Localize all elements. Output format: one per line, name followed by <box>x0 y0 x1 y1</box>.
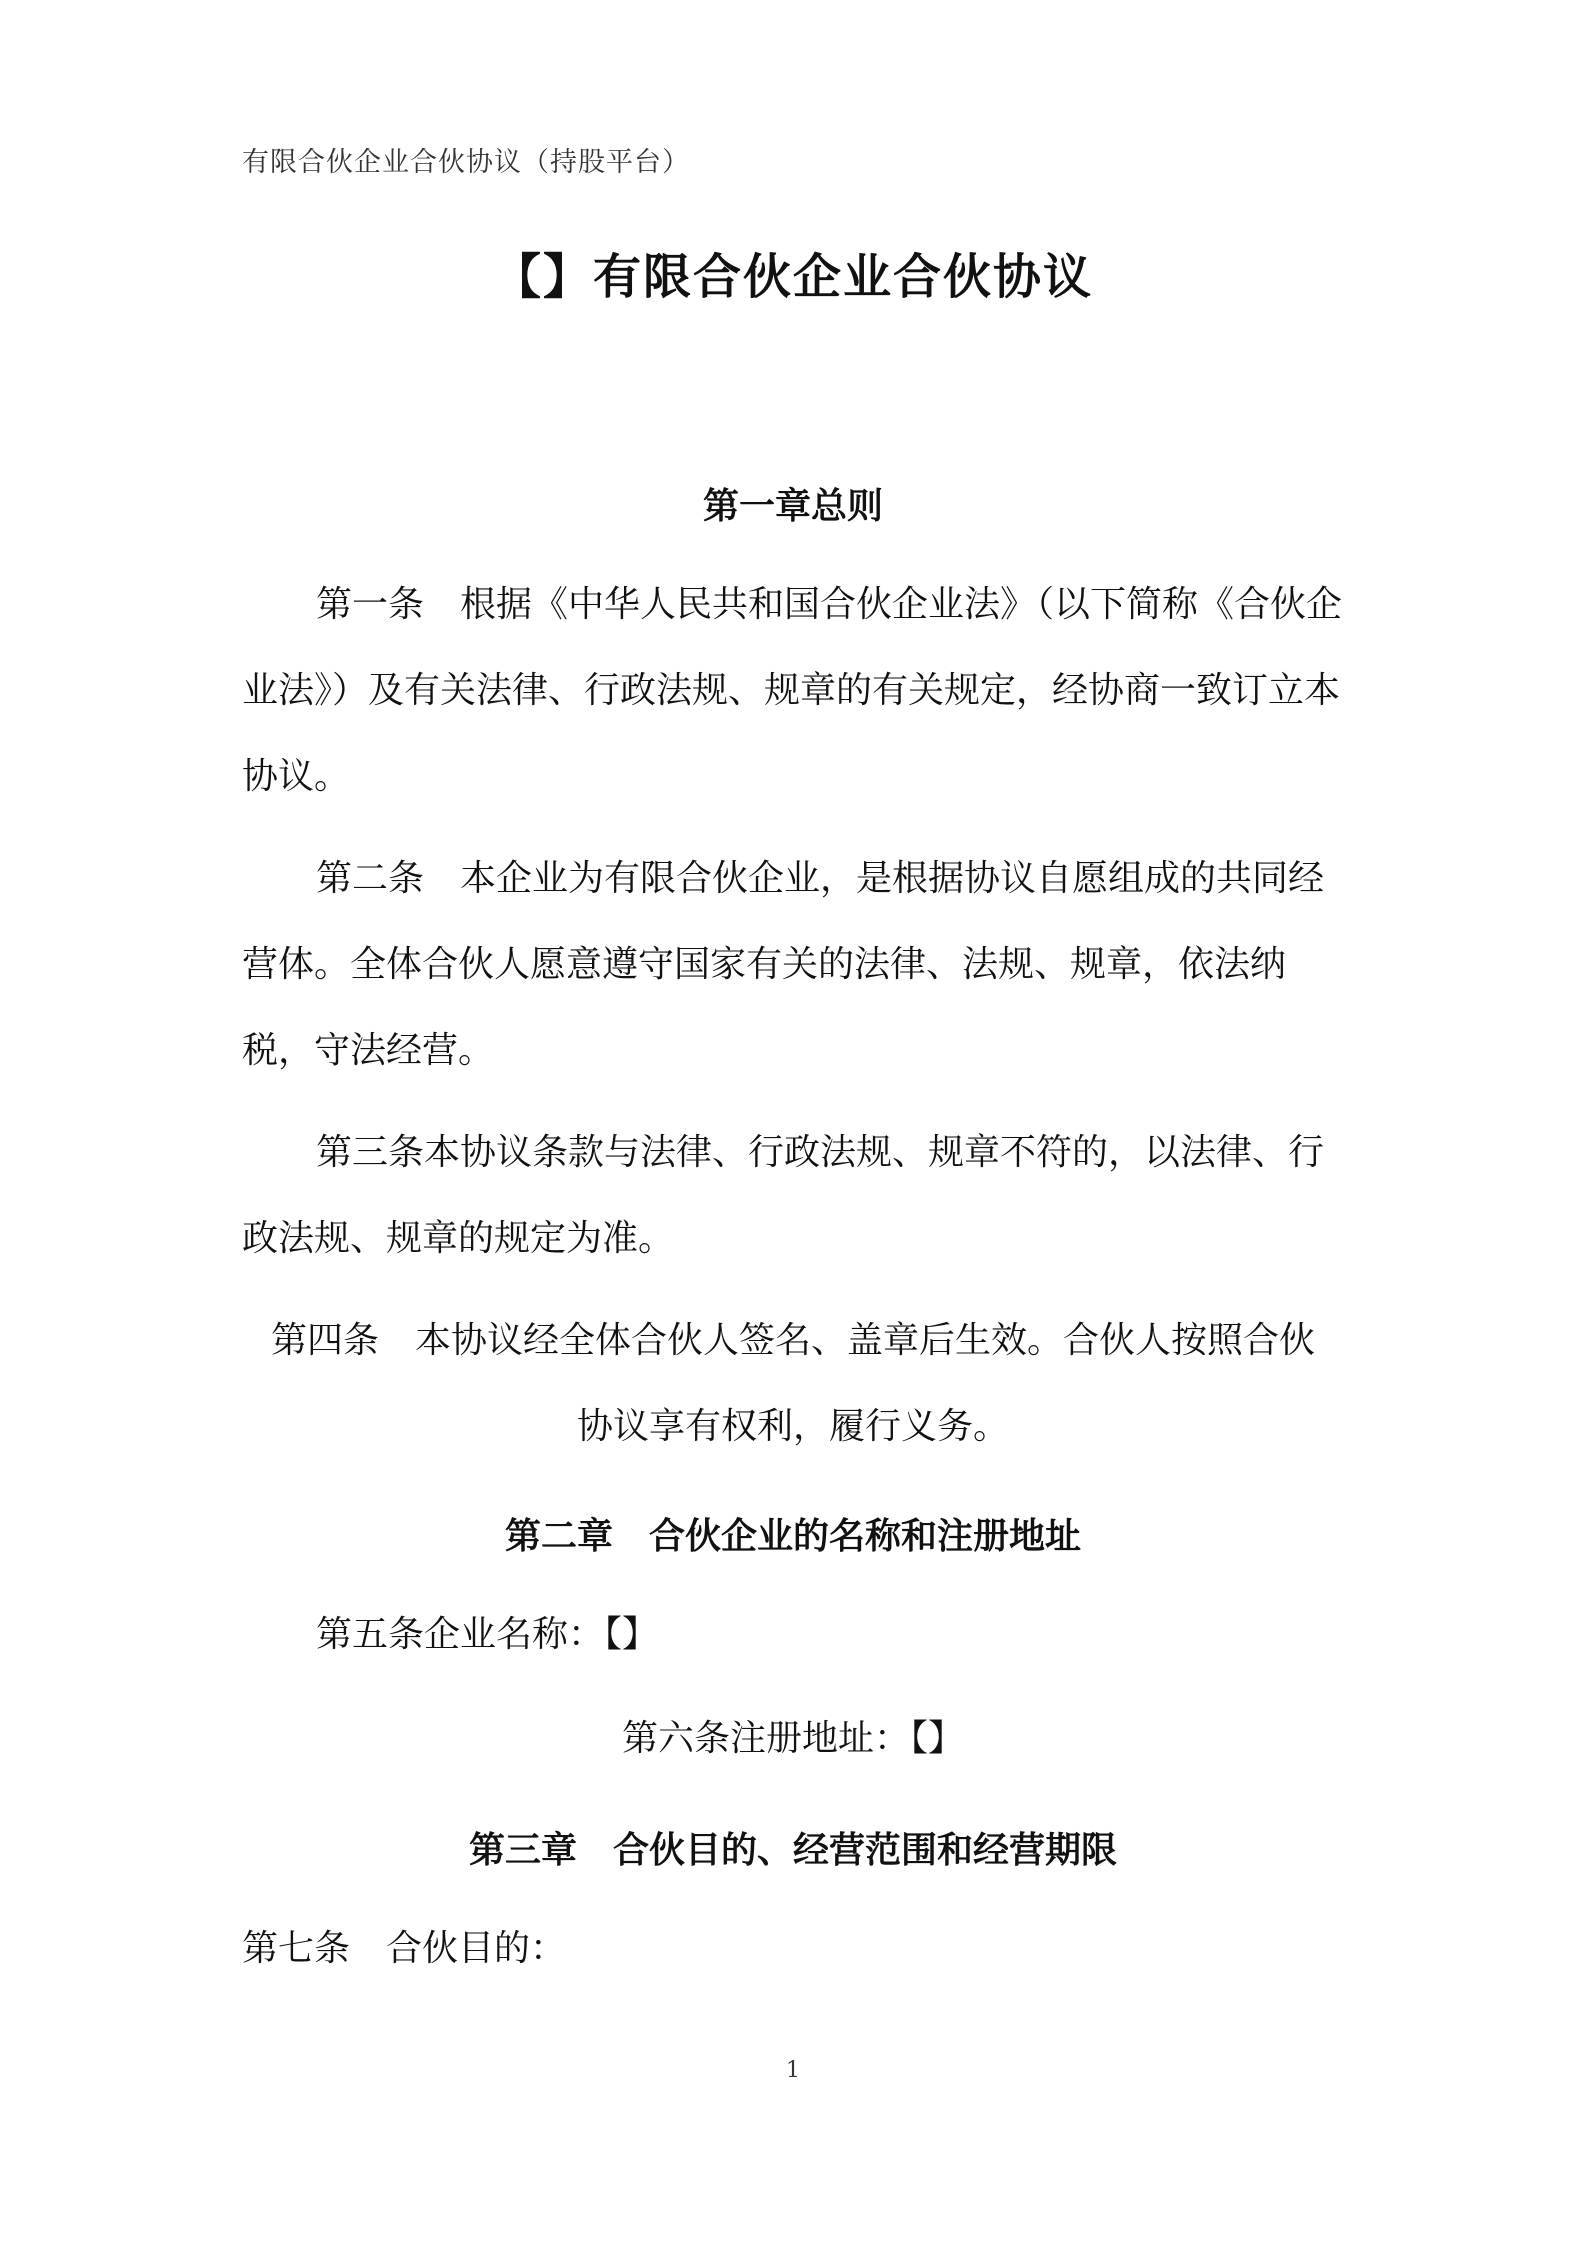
article-6: 第六条注册地址：【】 <box>621 1718 964 1759</box>
running-header: 有限合伙企业合伙协议（持股平台） <box>242 147 690 178</box>
article-2: 第二条 本企业为有限合伙企业，是根据协议自愿组成的共同经营体。全体合伙人愿意遵守国家有关的法律、法规、规章，依法纳税，守法经营。 <box>242 858 1325 1071</box>
document-title: 【】有限合伙企业合伙协议 <box>492 249 1093 305</box>
article-3: 第三条本协议条款与法律、行政法规、规章不符的，以法律、行政法规、规章的规定为准。 <box>242 1132 1325 1259</box>
article-4-line-2: 协议享有权利，履行义务。 <box>576 1406 1009 1447</box>
page-number: 1 <box>786 2058 800 2083</box>
article-4-line-1: 第四条 本协议经全体合伙人签名、盖章后生效。合伙人按照合伙 <box>270 1320 1315 1361</box>
article-1: 第一条 根据《中华人民共和国合伙企业法》（以下简称《合伙企业法》）及有关法律、行政法规、规章的有关规定，经协商一致订立本协议。 <box>242 584 1343 797</box>
chapter-heading-1: 第一章总则 <box>702 486 883 527</box>
article-7: 第七条 合伙目的： <box>242 1928 567 1969</box>
chapter-heading-2: 第二章 合伙企业的名称和注册地址 <box>504 1516 1081 1557</box>
chapter-heading-3: 第三章 合伙目的、经营范围和经营期限 <box>468 1830 1117 1871</box>
article-5: 第五条企业名称：【】 <box>316 1614 659 1655</box>
